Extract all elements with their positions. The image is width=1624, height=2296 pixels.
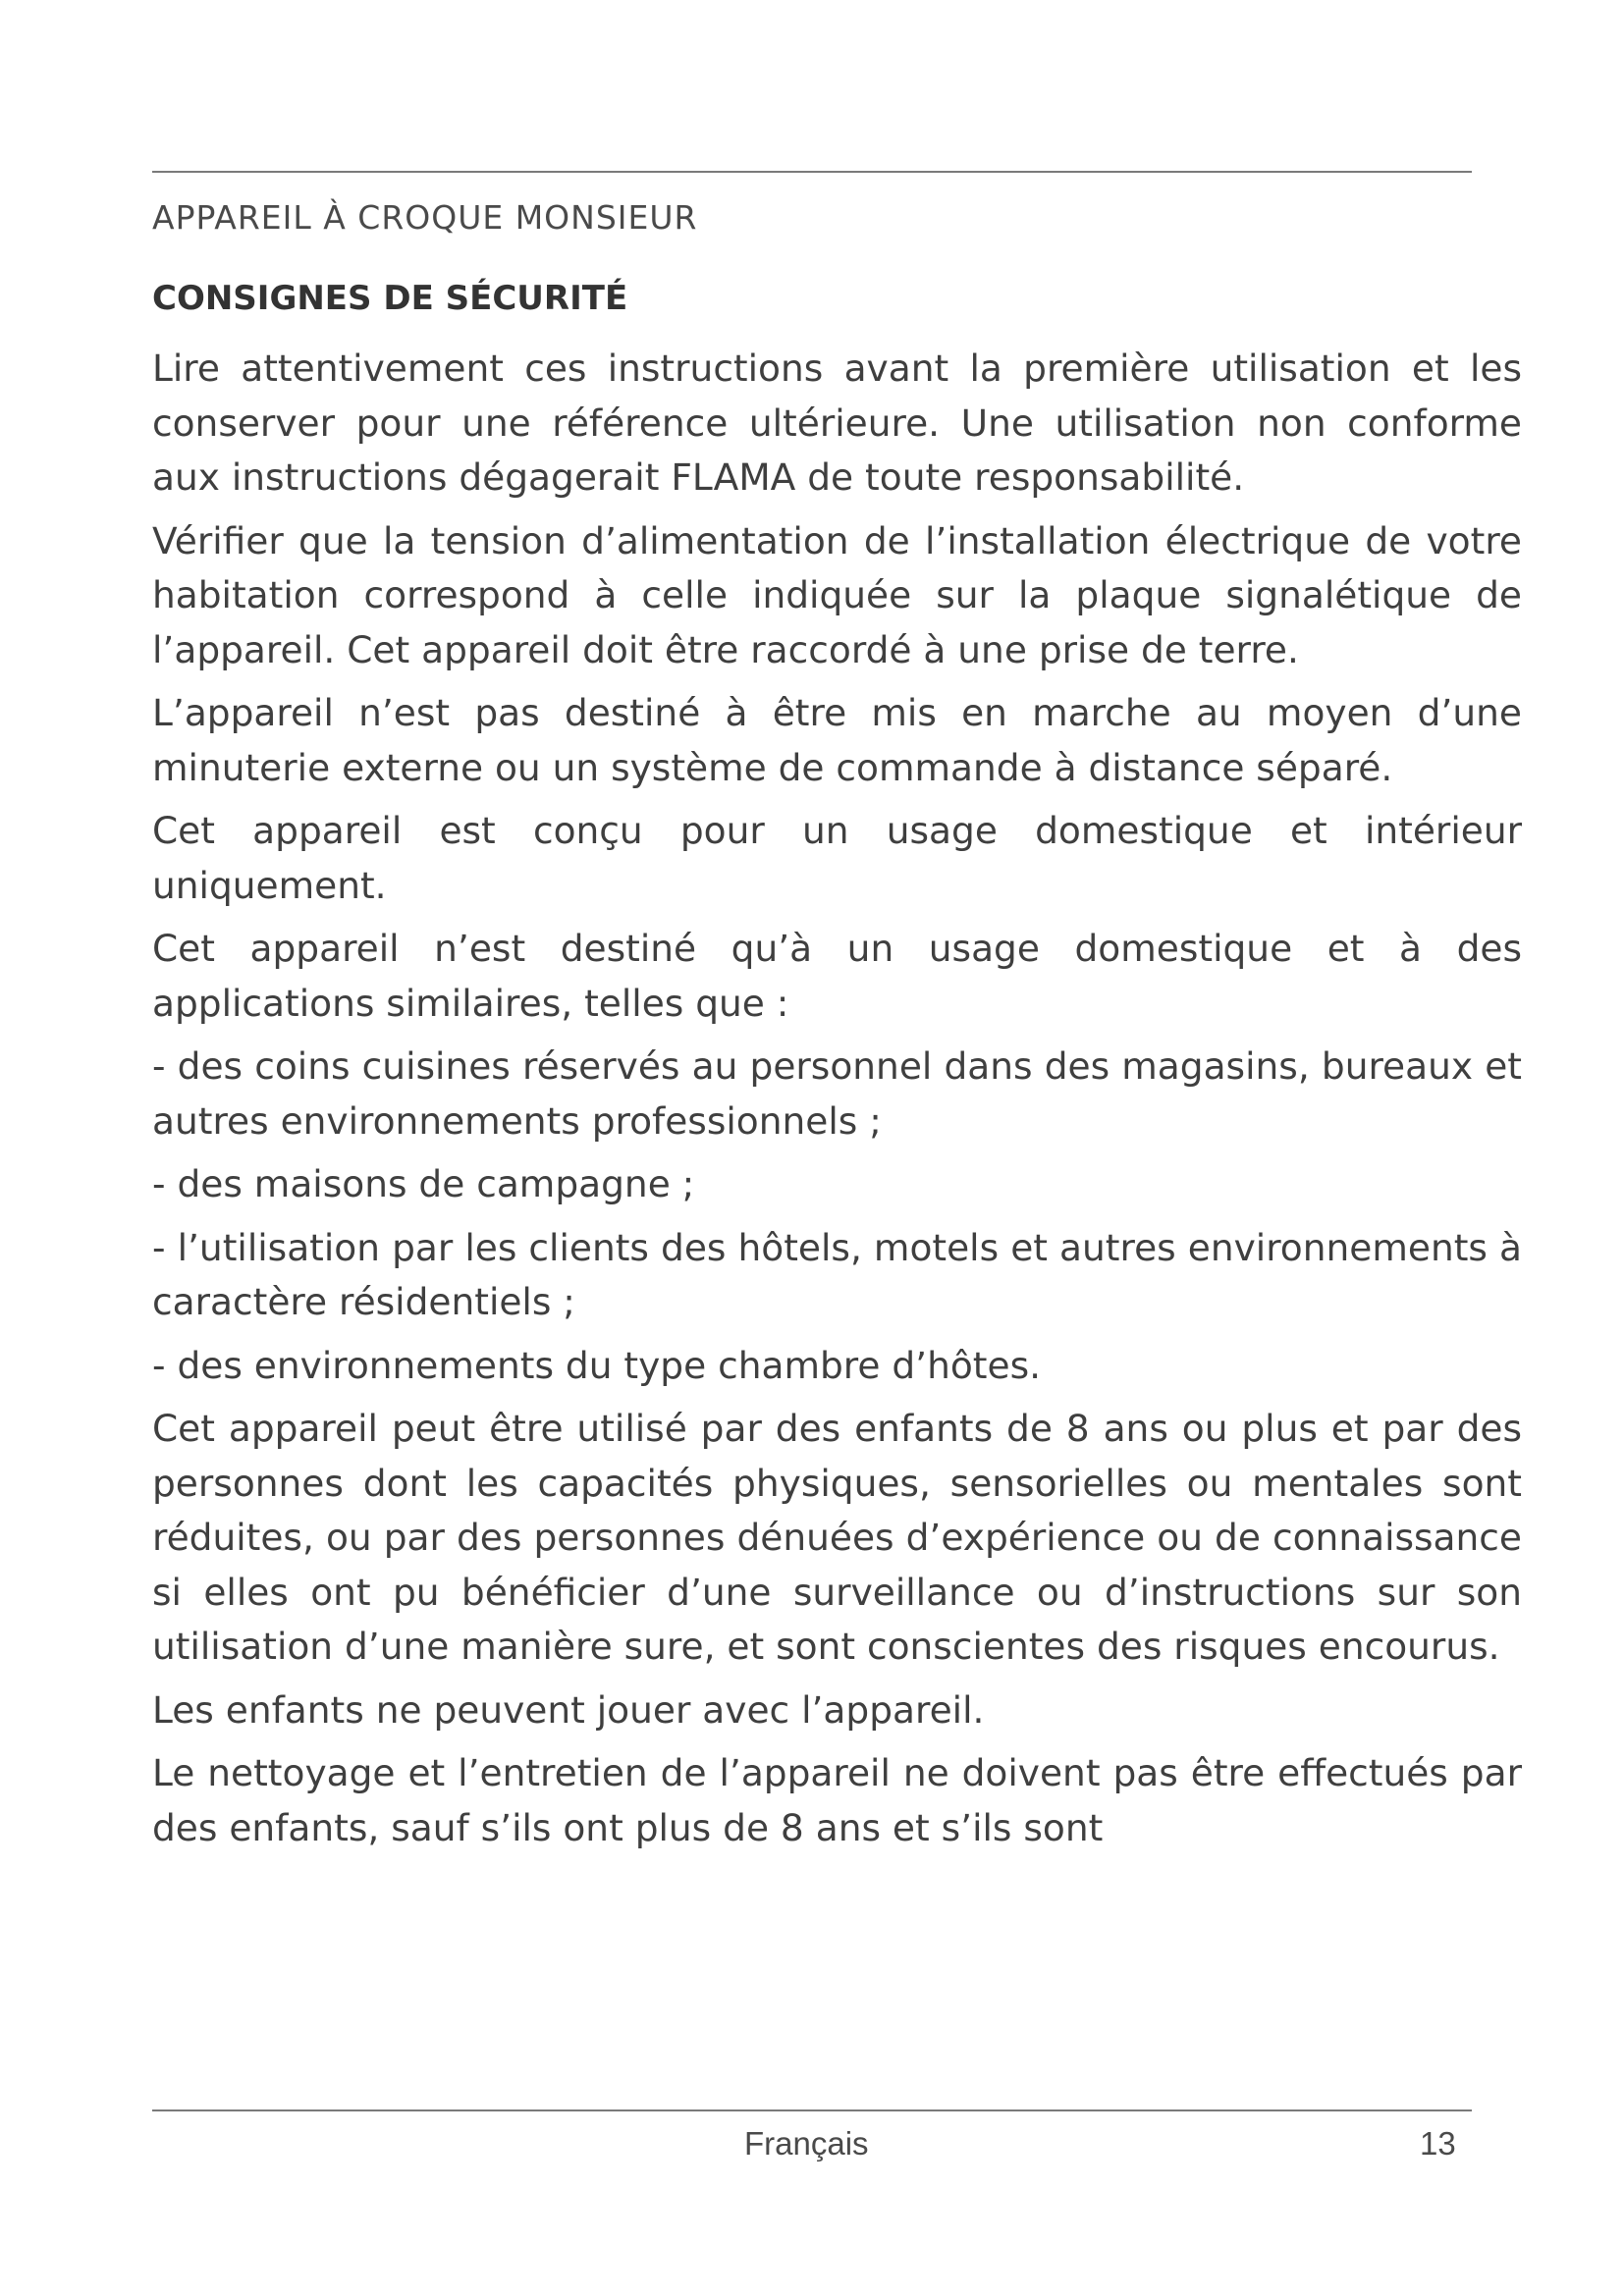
paragraph-children-play: Les enfants ne peuvent jouer avec l’appareil. <box>152 1687 985 1732</box>
page-number: 13 <box>1420 2125 1456 2162</box>
paragraph-cleaning: Le nettoyage et l’entretien de l’appareil ne doivent pas être effectués par des enfants, sauf s’ils ont plus de 8 ans et s’ils sont <box>152 1751 1522 1849</box>
list-item: - des environnements du type chambre d’hôtes. <box>152 1343 1042 1387</box>
paragraph-intro: Lire attentivement ces instructions avant la première utilisation et les conserver pour une référence ultérieure. Une utilisation non conforme aux instructions dégagerait FLAMA de toute responsabilité. <box>152 347 1522 499</box>
section-title: CONSIGNES DE SÉCURITÉ <box>152 279 628 318</box>
footer-divider <box>152 2109 1472 2111</box>
footer-language: Français <box>744 2125 869 2162</box>
header-divider <box>152 171 1472 173</box>
list-item: - des maisons de campagne ; <box>152 1162 695 1205</box>
list-item: - l’utilisation par les clients des hôtels, motels et autres environnements à caractère résidentiels ; <box>152 1225 1522 1323</box>
document-header-title: APPAREIL À CROQUE MONSIEUR <box>152 198 698 237</box>
paragraph-domestic-use: Cet appareil est conçu pour un usage domestique et intérieur uniquement. <box>152 809 1522 907</box>
list-item: - des coins cuisines réservés au personnel dans des magasins, bureaux et autres environnements professionnels ; <box>152 1044 1522 1143</box>
paragraph-timer: L’appareil n’est pas destiné à être mis en marche au moyen d’une minuterie externe ou un système de commande à distance séparé. <box>152 691 1522 789</box>
paragraph-children-capacities: Cet appareil peut être utilisé par des enfants de 8 ans ou plus et par des personnes dont les capacités physiques, sensorielles ou mentales sont réduites, ou par des personnes dénuées d’expérience ou de connaissance si elles ont pu bénéficier d’une surveillance ou d’instructions sur son utilisation d’une manière sure, et sont conscientes des risques encourus. <box>152 1407 1522 1668</box>
paragraph-voltage: Vérifier que la tension d’alimentation de l’installation électrique de votre habitation correspond à celle indiquée sur la plaque signalétique de l’appareil. Cet appareil doit être raccordé à une prise de terre. <box>152 518 1522 671</box>
paragraph-applications: Cet appareil n’est destiné qu’à un usage domestique et à des applications similaires, telles que : <box>152 927 1522 1025</box>
body-text <box>152 342 1522 1864</box>
